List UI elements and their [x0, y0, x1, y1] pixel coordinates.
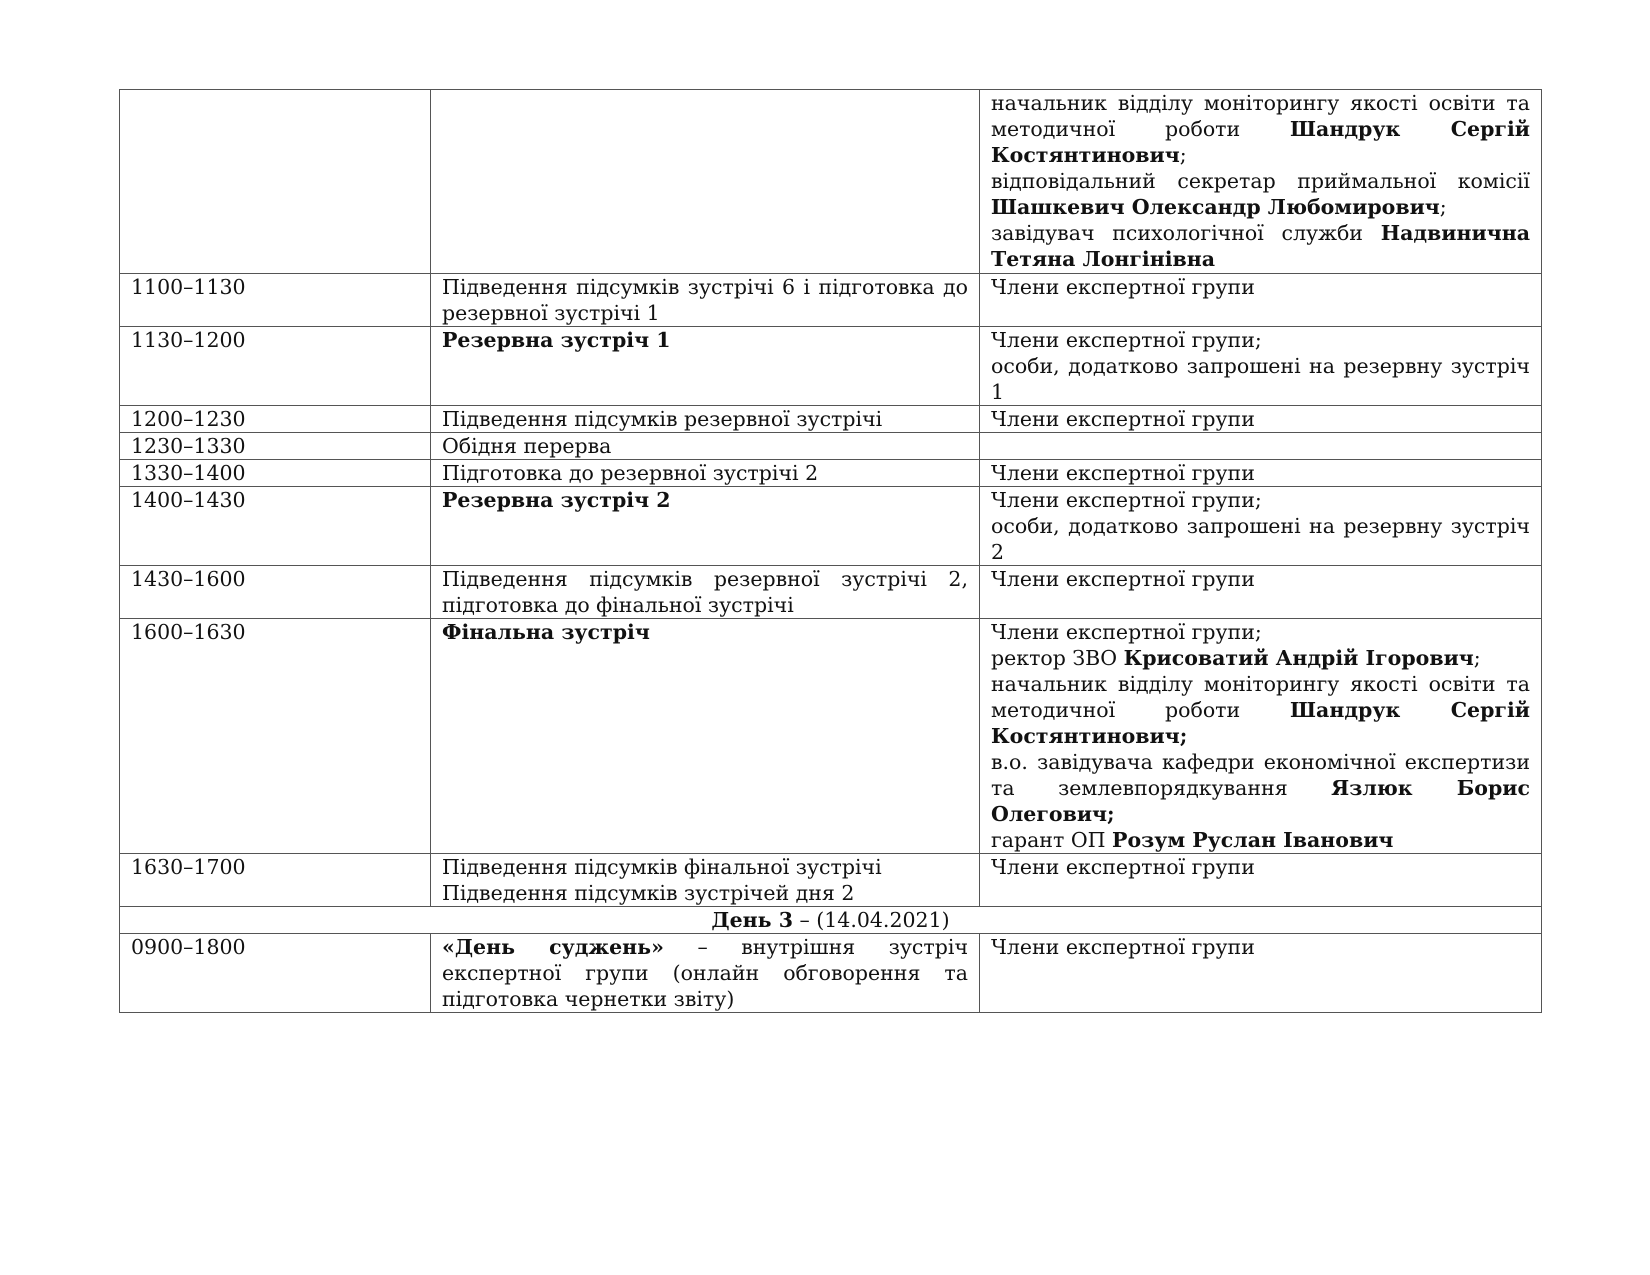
cell-paragraph	[991, 274, 1530, 300]
cell-paragraph	[991, 220, 1530, 272]
time-cell: 1600–1630	[120, 619, 431, 854]
participants-cell	[980, 327, 1542, 406]
cell-paragraph	[442, 619, 968, 645]
text: ;	[1473, 646, 1481, 670]
schedule-row	[120, 406, 1542, 433]
cell-paragraph	[442, 406, 968, 432]
cell-paragraph	[991, 645, 1530, 671]
cell-paragraph	[991, 854, 1530, 880]
participants-cell	[980, 934, 1542, 1013]
cell-paragraph	[991, 671, 1530, 749]
schedule-row	[120, 487, 1542, 566]
participants-cell	[980, 487, 1542, 566]
bold-text: Шандрук Сергій Костянтинович;	[991, 698, 1530, 748]
text: Члени експертної групи;	[991, 620, 1262, 644]
activity-cell	[431, 619, 980, 854]
cell-paragraph	[442, 460, 968, 486]
bold-text: Шандрук Сергій Костянтинович	[991, 117, 1530, 167]
activity-cell	[431, 327, 980, 406]
day-header-row	[120, 907, 1542, 934]
day-date: – (14.04.2021)	[792, 908, 950, 932]
cell-paragraph	[991, 487, 1530, 513]
schedule-table	[119, 89, 1542, 1013]
text: в.о. завідувача кафедри економічної експертизи та землевпорядкування	[991, 750, 1530, 800]
participants-cell	[980, 854, 1542, 907]
text: Члени експертної групи	[991, 461, 1255, 485]
text: Підведення підсумків зустрічі 6 і підготовка до резервної зустрічі 1	[442, 275, 968, 325]
text: ;	[1179, 143, 1187, 167]
participants-cell	[980, 619, 1542, 854]
text: Члени експертної групи	[991, 275, 1255, 299]
text: – внутрішня зустріч експертної групи (онлайн обговорення та підготовка чернетки звіту)	[442, 935, 968, 1011]
participants-cell	[980, 274, 1542, 327]
activity-cell	[431, 487, 980, 566]
participants-cell	[980, 406, 1542, 433]
schedule-row	[120, 433, 1542, 460]
schedule-row	[120, 619, 1542, 854]
bold-text: «День суджень»	[442, 935, 664, 959]
text: Підведення підсумків резервної зустрічі	[442, 407, 883, 431]
time-cell: 1230–1330	[120, 433, 431, 460]
cell-paragraph	[442, 327, 968, 353]
schedule-row	[120, 566, 1542, 619]
cell-paragraph	[442, 274, 968, 326]
text: Підведення підсумків зустрічей дня 2	[442, 881, 855, 905]
text: начальник відділу моніторингу якості освіти та методичної роботи	[991, 672, 1530, 722]
bold-text: Розум Руслан Іванович	[1112, 828, 1394, 852]
cell-paragraph	[442, 880, 968, 906]
text: ;	[1439, 195, 1447, 219]
cell-paragraph	[442, 433, 968, 459]
text: начальник відділу моніторингу якості освіти та методичної роботи	[991, 91, 1530, 141]
bold-text: Надвинична Тетяна Лонгінівна	[991, 221, 1530, 271]
schedule-row	[120, 934, 1542, 1013]
schedule-row	[120, 90, 1542, 274]
schedule-row	[120, 854, 1542, 907]
time-cell: 1430–1600	[120, 566, 431, 619]
text: Члени експертної групи;	[991, 488, 1262, 512]
activity-cell	[431, 854, 980, 907]
activity-cell	[431, 406, 980, 433]
bold-text: Резервна зустріч 1	[442, 328, 671, 352]
cell-paragraph	[991, 827, 1530, 853]
activity-cell	[431, 934, 980, 1013]
time-cell: 1330–1400	[120, 460, 431, 487]
text: особи, додатково запрошені на резервну зустріч 1	[991, 354, 1530, 404]
participants-cell	[980, 460, 1542, 487]
cell-paragraph	[991, 934, 1530, 960]
text: Члени експертної групи;	[991, 328, 1262, 352]
text: гарант ОП	[991, 828, 1113, 852]
bold-text: Крисоватий Андрій Ігорович	[1123, 646, 1474, 670]
text: Підведення підсумків резервної зустрічі 2, підготовка до фінальної зустрічі	[442, 567, 968, 617]
time-cell: 1630–1700	[120, 854, 431, 907]
text: Обідня перерва	[442, 434, 612, 458]
text: Члени експертної групи	[991, 407, 1255, 431]
bold-text: Язлюк Борис Олегович;	[991, 776, 1530, 826]
time-cell: 1400–1430	[120, 487, 431, 566]
activity-cell	[431, 90, 980, 274]
text: завідувач психологічної служби	[991, 221, 1381, 245]
activity-cell	[431, 433, 980, 460]
cell-paragraph	[991, 566, 1530, 592]
participants-cell	[980, 90, 1542, 274]
cell-paragraph	[991, 460, 1530, 486]
time-cell: 1130–1200	[120, 327, 431, 406]
activity-cell	[431, 460, 980, 487]
schedule-table-body	[120, 90, 1542, 1013]
bold-text: Шашкевич Олександр Любомирович	[991, 195, 1440, 219]
day-title: День 3	[711, 908, 793, 932]
participants-cell	[980, 433, 1542, 460]
text: Підготовка до резервної зустрічі 2	[442, 461, 819, 485]
activity-cell	[431, 566, 980, 619]
time-cell: 1200–1230	[120, 406, 431, 433]
cell-paragraph	[991, 749, 1530, 827]
cell-paragraph	[991, 513, 1530, 565]
time-cell: 1100–1130	[120, 274, 431, 327]
bold-text: Фінальна зустріч	[442, 620, 650, 644]
cell-paragraph	[991, 327, 1530, 353]
text: Підведення підсумків фінальної зустрічі	[442, 855, 882, 879]
cell-paragraph	[991, 353, 1530, 405]
time-cell	[120, 90, 431, 274]
text: особи, додатково запрошені на резервну зустріч 2	[991, 514, 1530, 564]
text: Члени експертної групи	[991, 567, 1255, 591]
activity-cell	[431, 274, 980, 327]
cell-paragraph	[442, 934, 968, 1012]
text: ректор ЗВО	[991, 646, 1124, 670]
bold-text: Резервна зустріч 2	[442, 488, 671, 512]
cell-paragraph	[991, 168, 1530, 220]
cell-paragraph	[442, 854, 968, 880]
day-header-cell	[120, 907, 1542, 934]
cell-paragraph	[991, 90, 1530, 168]
participants-cell	[980, 566, 1542, 619]
schedule-row	[120, 274, 1542, 327]
cell-paragraph	[991, 406, 1530, 432]
schedule-row	[120, 460, 1542, 487]
text: відповідальний секретар приймальної комісії	[991, 169, 1530, 193]
text: Члени експертної групи	[991, 935, 1255, 959]
cell-paragraph	[991, 619, 1530, 645]
cell-paragraph	[442, 487, 968, 513]
time-cell: 0900–1800	[120, 934, 431, 1013]
text: Члени експертної групи	[991, 855, 1255, 879]
cell-paragraph	[442, 566, 968, 618]
schedule-row	[120, 327, 1542, 406]
